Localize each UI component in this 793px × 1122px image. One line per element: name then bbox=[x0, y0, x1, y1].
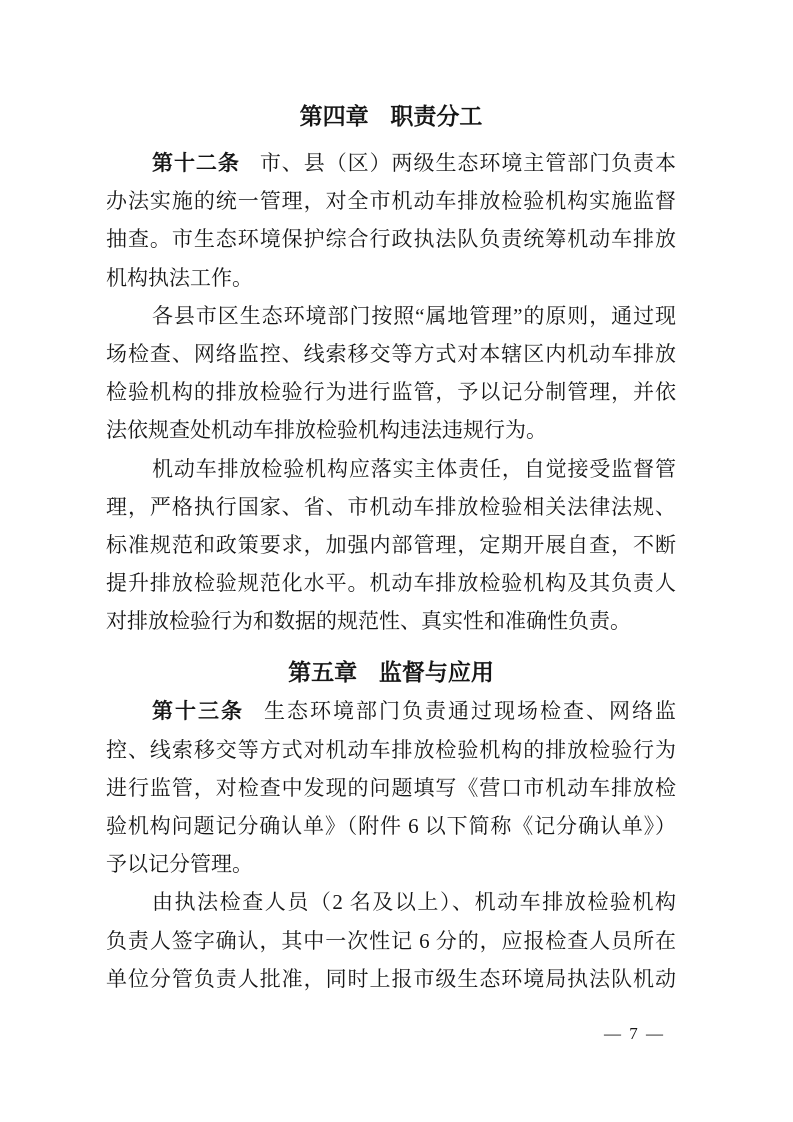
body-line: 控、线索移交等方式对机动车排放检验机构的排放检验行为 bbox=[106, 737, 676, 762]
body-line: 标准规范和政策要求，加强内部管理，定期开展自查，不断 bbox=[106, 532, 676, 557]
chapter-five-heading bbox=[106, 654, 676, 692]
body-line: 由执法检查人员（2 名及以上）、机动车排放检验机构 bbox=[152, 890, 676, 915]
body-line: 办法实施的统一管理，对全市机动车排放检验机构实施监督 bbox=[106, 189, 676, 214]
chapter-number: 第五章 bbox=[288, 660, 358, 686]
body-text: 生态环境部门负责通过现场检查、网络监 bbox=[264, 699, 676, 724]
chapter-four-heading bbox=[106, 98, 676, 136]
body-line: 机动车排放检验机构应落实主体责任，自觉接受监督管 bbox=[152, 456, 676, 481]
body-line: 理，严格执行国家、省、市机动车排放检验相关法律法规、 bbox=[106, 494, 676, 519]
body-line: 检验机构的排放检验行为进行监管，予以记分制管理，并依 bbox=[106, 380, 676, 405]
body-text: 市、县（区）两级生态环境主管部门负责本 bbox=[259, 151, 676, 175]
page-number-footer: — 7 — bbox=[604, 1024, 665, 1043]
body-line: 对排放检验行为和数据的规范性、真实性和准确性负责。 bbox=[106, 609, 631, 634]
article-lead: 第十二条 bbox=[152, 151, 240, 175]
body-line bbox=[106, 692, 676, 730]
body-line: 机构执法工作。 bbox=[106, 265, 253, 290]
chapter-title: 职责分工 bbox=[390, 104, 483, 129]
paragraph-article-13 bbox=[106, 692, 676, 883]
chapter-title: 监督与应用 bbox=[378, 660, 494, 686]
paragraph-confirmation bbox=[106, 883, 676, 998]
body-line: 进行监管，对检查中发现的问题填写《营口市机动车排放检 bbox=[106, 775, 676, 800]
chapter-number: 第四章 bbox=[299, 104, 369, 129]
body-line: 予以记分管理。 bbox=[106, 852, 253, 877]
body-line: 场检查、网络监控、线索移交等方式对本辖区内机动车排放 bbox=[106, 341, 676, 366]
body-line: 提升排放检验规范化水平。机动车排放检验机构及其负责人 bbox=[106, 571, 676, 596]
paragraph-county-duty bbox=[106, 297, 676, 450]
body-line: 负责人签字确认，其中一次性记 6 分的，应报检查人员所在 bbox=[106, 928, 676, 953]
body-line: 验机构问题记分确认单》（附件 6 以下简称《记分确认单》） bbox=[106, 814, 676, 838]
paragraph-article-12 bbox=[106, 144, 676, 297]
article-lead: 第十三条 bbox=[152, 699, 244, 724]
body-line bbox=[106, 144, 676, 182]
body-line: 法依规查处机动车排放检验机构违法违规行为。 bbox=[106, 418, 547, 443]
paragraph-agency-duty bbox=[106, 450, 676, 641]
body-line: 单位分管负责人批准，同时上报市级生态环境局执法队机动 bbox=[106, 966, 676, 991]
body-line: 各县市区生态环境部门按照“属地管理”的原则，通过现 bbox=[152, 303, 676, 328]
body-line: 抽查。市生态环境保护综合行政执法队负责统筹机动车排放 bbox=[106, 227, 676, 252]
document-content bbox=[106, 98, 676, 998]
